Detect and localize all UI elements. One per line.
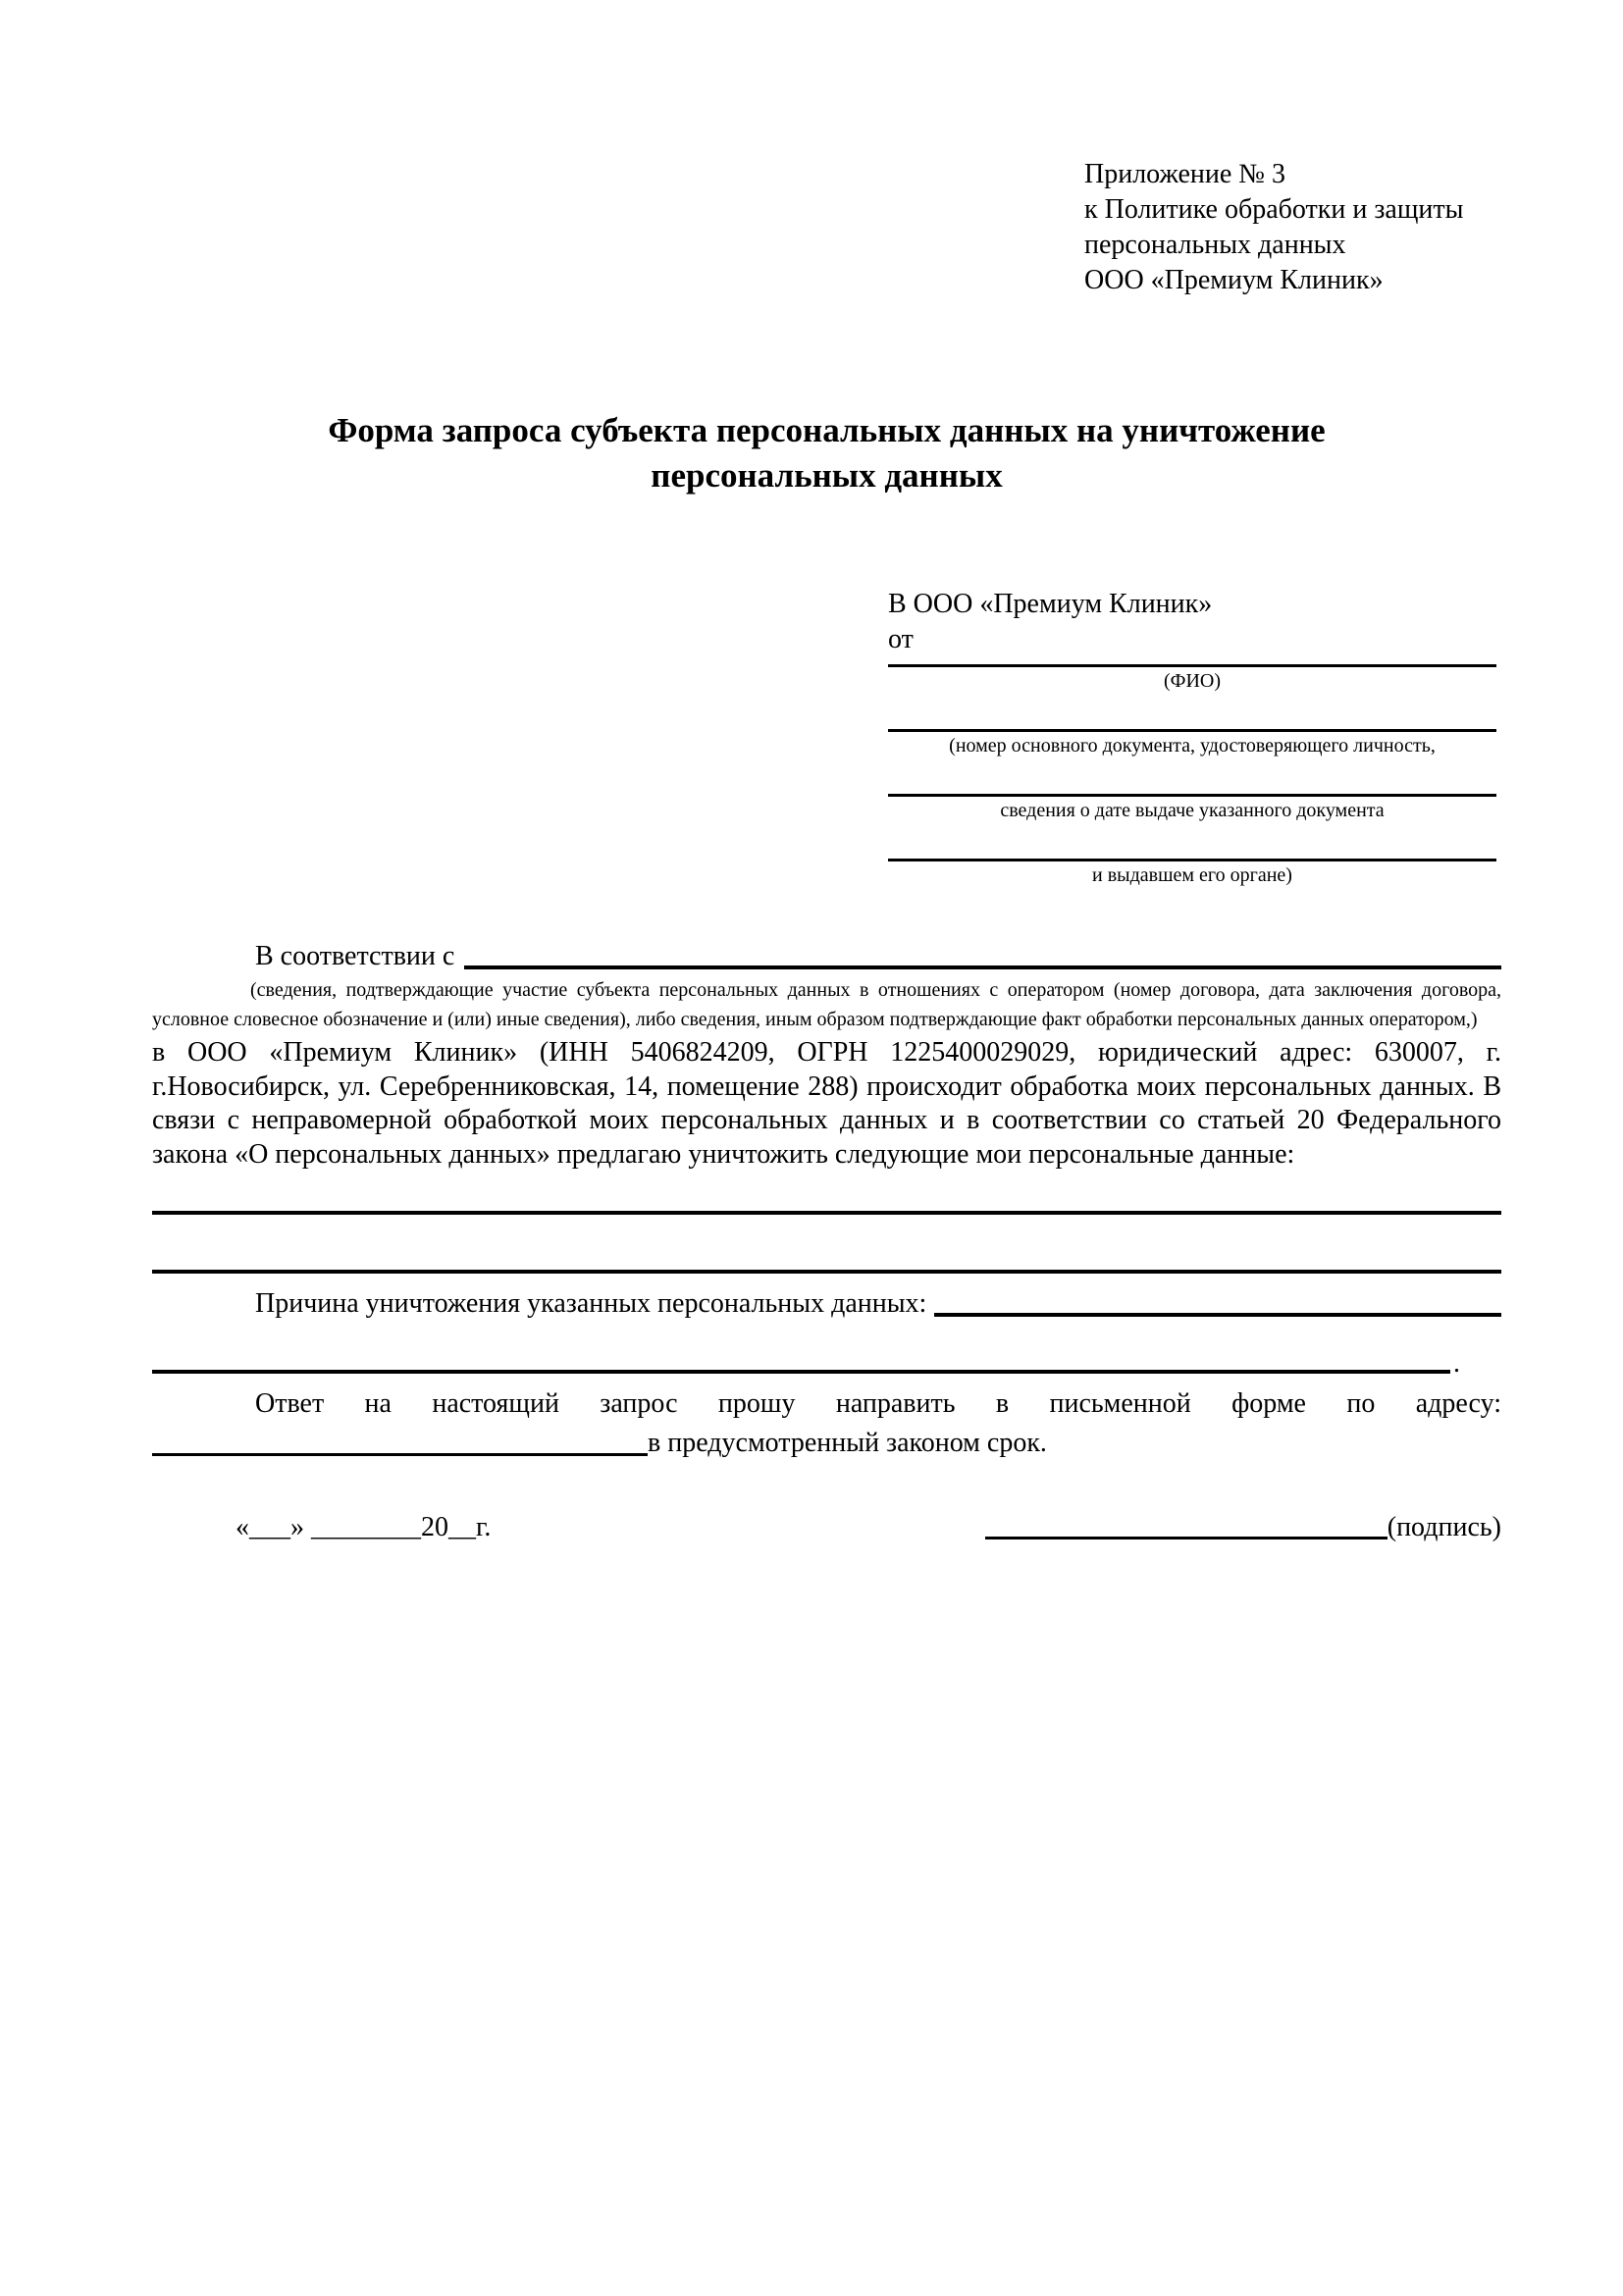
response-tail: в предусмотренный законом срок.	[648, 1427, 1047, 1458]
reason-row	[152, 1287, 1501, 1321]
appendix-header	[1084, 157, 1501, 298]
reason-label: Причина уничтожения указанных персональных данных:	[255, 1288, 927, 1319]
appendix-line: Приложение № 3	[1084, 159, 1285, 189]
reason-blank-line	[934, 1287, 1501, 1317]
addressee-from: от	[888, 624, 914, 654]
signature-blank-line	[985, 1510, 1387, 1539]
address-row	[152, 1426, 1501, 1461]
document-number-blank-line	[888, 722, 1496, 732]
appendix-line: к Политике обработки и защиты	[1084, 194, 1464, 225]
fio-blank-line	[888, 657, 1496, 667]
signature-group	[985, 1510, 1501, 1545]
issue-date-blank-line	[888, 787, 1496, 797]
appendix-line: персональных данных	[1084, 230, 1346, 260]
issuing-authority-caption: и выдавшем его органе)	[1092, 864, 1292, 886]
line-end-period: .	[1453, 1348, 1460, 1379]
fine-print-note: (сведения, подтверждающие участие субъекта персональных данных в отношениях с оператором (номер договора, дата заключения договора, условное словесное обозначение и (или) иные сведения), либо сведения, иным образом подтверждающие факт обработки персональных данных оператором,)	[152, 979, 1501, 1030]
according-blank-line	[464, 940, 1501, 969]
reason-blank-line-2-rule	[152, 1350, 1450, 1374]
issue-date-caption: сведения о дате выдаче указанного документа	[1000, 800, 1385, 821]
date-field: «___» ________20__г.	[236, 1511, 492, 1542]
reason-blank-line-2	[152, 1350, 1501, 1378]
address-blank-line	[152, 1426, 648, 1456]
according-row	[152, 940, 1501, 973]
addressee-to: В ООО «Премиум Клиник»	[888, 589, 1213, 619]
fio-caption: (ФИО)	[1163, 670, 1221, 692]
document-number-caption: (номер основного документа, удостоверяющего личность,	[949, 735, 1436, 757]
date-signature-row	[152, 1510, 1501, 1545]
response-sentence: Ответ на настоящий запрос прошу направить в письменной форме по адресу:	[255, 1388, 1501, 1419]
main-paragraph: в ООО «Премиум Клиник» (ИНН 5406824209, ОГРН 1225400029029, юридический адрес: 630007, г. г.Новосибирск, ул. Серебренниковская, 14, помещение 288) происходит обработка моих персональных данных. В связи с неправомерной обработкой моих персональных данных и в соответствии со статьей 20 Федерального закона «О персональных данных» предлагаю уничтожить следующие мои персональные данные:	[152, 1037, 1501, 1170]
signature-caption: (подпись)	[1387, 1511, 1501, 1542]
according-prefix: В соответствии с	[255, 941, 455, 971]
data-blank-line-2	[152, 1270, 1501, 1274]
page-title: Форма запроса субъекта персональных данных на уничтожение персональных данных	[328, 411, 1326, 495]
addressee-block	[888, 587, 1496, 887]
appendix-line: ООО «Премиум Клиник»	[1084, 265, 1384, 295]
data-blank-line-1	[152, 1211, 1501, 1215]
issuing-authority-blank-line	[888, 852, 1496, 861]
